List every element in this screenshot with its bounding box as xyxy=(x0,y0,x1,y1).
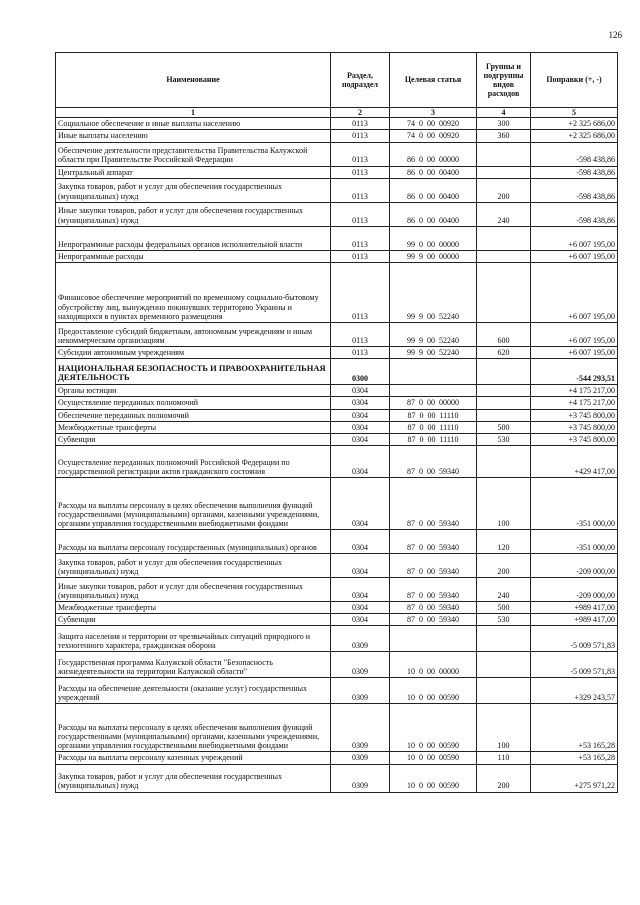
row-target-cell xyxy=(390,359,477,385)
row-section-cell: 0304 xyxy=(331,446,390,478)
row-target-cell: 87 0 00 59340 xyxy=(390,530,477,554)
row-name-cell: Органы юстиции xyxy=(56,385,331,397)
table-row xyxy=(56,359,618,385)
row-group-cell: 200 xyxy=(477,554,531,578)
row-section-cell: 0304 xyxy=(331,433,390,445)
row-name-cell: Межбюджетные трансферты xyxy=(56,602,331,614)
row-group-cell xyxy=(477,226,531,250)
row-amount-cell: -598 438,86 xyxy=(531,142,618,166)
table-row xyxy=(56,262,618,322)
column-number: 4 xyxy=(477,108,531,118)
row-target-cell: 10 0 00 00590 xyxy=(390,704,477,752)
row-target-cell: 10 0 00 00590 xyxy=(390,764,477,792)
table-row xyxy=(56,346,618,358)
column-numbers-row xyxy=(56,108,618,118)
table-row xyxy=(56,764,618,792)
row-amount-cell: -209 000,00 xyxy=(531,578,618,602)
row-group-cell xyxy=(477,142,531,166)
row-section-cell: 0304 xyxy=(331,397,390,409)
row-target-cell xyxy=(390,626,477,652)
row-group-cell: 240 xyxy=(477,578,531,602)
row-section-cell: 0113 xyxy=(331,202,390,226)
row-amount-cell: +4 175 217,00 xyxy=(531,397,618,409)
row-section-cell: 0304 xyxy=(331,478,390,530)
row-name-cell: Государственная программа Калужской области "Безопасность жизнедеятельности на территории Калужской области" xyxy=(56,652,331,678)
row-section-cell: 0304 xyxy=(331,614,390,626)
row-section-cell: 0304 xyxy=(331,602,390,614)
column-number: 5 xyxy=(531,108,618,118)
row-amount-cell: +6 007 195,00 xyxy=(531,250,618,262)
row-amount-cell: -5 009 571,83 xyxy=(531,626,618,652)
row-amount-cell: +2 325 686,00 xyxy=(531,118,618,130)
row-section-cell: 0304 xyxy=(331,530,390,554)
table-row xyxy=(56,421,618,433)
row-target-cell: 87 0 00 59340 xyxy=(390,446,477,478)
row-amount-cell: +6 007 195,00 xyxy=(531,322,618,346)
table-row xyxy=(56,626,618,652)
row-group-cell xyxy=(477,359,531,385)
row-target-cell: 87 0 00 59340 xyxy=(390,614,477,626)
row-target-cell: 10 0 00 00000 xyxy=(390,652,477,678)
row-group-cell: 110 xyxy=(477,752,531,764)
row-section-cell: 0113 xyxy=(331,250,390,262)
row-name-cell: Защита населения и территории от чрезвычайных ситуаций природного и техногенного характера, гражданская оборона xyxy=(56,626,331,652)
row-section-cell: 0309 xyxy=(331,678,390,704)
row-name-cell: Непрограммные расходы xyxy=(56,250,331,262)
row-name-cell: Закупка товаров, работ и услуг для обеспечения государственных (муниципальных) нужд xyxy=(56,554,331,578)
row-amount-cell: +275 971,22 xyxy=(531,764,618,792)
budget-amendments-table xyxy=(55,52,618,793)
row-section-cell: 0304 xyxy=(331,385,390,397)
column-number: 1 xyxy=(56,108,331,118)
row-target-cell xyxy=(390,385,477,397)
header-amendments: Поправки (+, -) xyxy=(531,53,618,108)
table-row xyxy=(56,578,618,602)
table-row xyxy=(56,166,618,178)
table-row xyxy=(56,250,618,262)
row-name-cell: Осуществление переданных полномочий Российской Федерации по государственной регистрации актов гражданского состояния xyxy=(56,446,331,478)
row-group-cell xyxy=(477,652,531,678)
row-target-cell: 10 0 00 00590 xyxy=(390,678,477,704)
table-row xyxy=(56,478,618,530)
row-section-cell: 0304 xyxy=(331,578,390,602)
table-row xyxy=(56,530,618,554)
table-row xyxy=(56,409,618,421)
row-amount-cell: +3 745 800,00 xyxy=(531,421,618,433)
table-body xyxy=(56,118,618,792)
row-group-cell: 530 xyxy=(477,614,531,626)
table-row xyxy=(56,142,618,166)
row-target-cell: 87 0 00 59340 xyxy=(390,578,477,602)
header-name: Наименование xyxy=(56,53,331,108)
row-name-cell: Обеспечение деятельности представительства Правительства Калужской области при Правительстве Российской Федерации xyxy=(56,142,331,166)
row-amount-cell: -351 000,00 xyxy=(531,478,618,530)
row-name-cell: Обеспечение переданных полномочий xyxy=(56,409,331,421)
row-amount-cell: +989 417,00 xyxy=(531,614,618,626)
row-target-cell: 87 0 00 11110 xyxy=(390,409,477,421)
table-row xyxy=(56,678,618,704)
row-target-cell: 87 0 00 11110 xyxy=(390,421,477,433)
row-group-cell xyxy=(477,166,531,178)
table-row xyxy=(56,704,618,752)
row-section-cell: 0113 xyxy=(331,346,390,358)
row-target-cell: 86 0 00 00400 xyxy=(390,166,477,178)
row-name-cell: Социальное обеспечение и иные выплаты населению xyxy=(56,118,331,130)
row-section-cell: 0309 xyxy=(331,704,390,752)
column-number: 3 xyxy=(390,108,477,118)
row-group-cell xyxy=(477,397,531,409)
row-target-cell: 74 0 00 00920 xyxy=(390,130,477,142)
column-number: 2 xyxy=(331,108,390,118)
row-group-cell: 240 xyxy=(477,202,531,226)
row-name-cell: Расходы на выплаты персоналу в целях обеспечения выполнения функций государственными (муниципальными) органами, казенными учреждениями, органами управления государственными внебюджетными фондами xyxy=(56,704,331,752)
row-target-cell: 99 9 00 52240 xyxy=(390,346,477,358)
row-group-cell: 620 xyxy=(477,346,531,358)
row-group-cell xyxy=(477,262,531,322)
row-name-cell: Расходы на выплаты персоналу в целях обеспечения выполнения функций государственными (муниципальными) органами, казенными учреждениями, органами управления государственными внебюджетными фондами xyxy=(56,478,331,530)
row-amount-cell: +53 165,28 xyxy=(531,704,618,752)
row-amount-cell: -544 293,51 xyxy=(531,359,618,385)
table-row xyxy=(56,433,618,445)
row-amount-cell: +429 417,00 xyxy=(531,446,618,478)
row-amount-cell: -351 000,00 xyxy=(531,530,618,554)
row-target-cell: 99 0 00 00000 xyxy=(390,226,477,250)
row-name-cell: Межбюджетные трансферты xyxy=(56,421,331,433)
row-section-cell: 0113 xyxy=(331,118,390,130)
row-target-cell: 99 9 00 00000 xyxy=(390,250,477,262)
row-section-cell: 0304 xyxy=(331,421,390,433)
row-amount-cell: +6 007 195,00 xyxy=(531,226,618,250)
table-row xyxy=(56,322,618,346)
row-name-cell: НАЦИОНАЛЬНАЯ БЕЗОПАСНОСТЬ И ПРАВООХРАНИТЕЛЬНАЯ ДЕЯТЕЛЬНОСТЬ xyxy=(56,359,331,385)
row-target-cell: 99 9 00 52240 xyxy=(390,262,477,322)
row-amount-cell: +989 417,00 xyxy=(531,602,618,614)
row-group-cell: 300 xyxy=(477,118,531,130)
table-row xyxy=(56,554,618,578)
row-name-cell: Расходы на обеспечение деятельности (оказание услуг) государственных учреждений xyxy=(56,678,331,704)
row-target-cell: 87 0 00 00000 xyxy=(390,397,477,409)
row-group-cell xyxy=(477,385,531,397)
row-target-cell: 99 9 00 52240 xyxy=(390,322,477,346)
table-row xyxy=(56,130,618,142)
row-amount-cell: -209 000,00 xyxy=(531,554,618,578)
row-section-cell: 0300 xyxy=(331,359,390,385)
row-name-cell: Непрограммные расходы федеральных органов исполнительной власти xyxy=(56,226,331,250)
row-target-cell: 86 0 00 00400 xyxy=(390,202,477,226)
table-row xyxy=(56,652,618,678)
row-name-cell: Осуществление переданных полномочий xyxy=(56,397,331,409)
row-name-cell: Расходы на выплаты персоналу казенных учреждений xyxy=(56,752,331,764)
row-name-cell: Центральный аппарат xyxy=(56,166,331,178)
row-group-cell: 500 xyxy=(477,602,531,614)
row-amount-cell: +3 745 800,00 xyxy=(531,409,618,421)
row-name-cell: Финансовое обеспечение мероприятий по временному социально-бытовому обустройству лиц, вынужденно покинувших территорию Украины и находящихся в пунктах временного размещения xyxy=(56,262,331,322)
row-target-cell: 87 0 00 59340 xyxy=(390,602,477,614)
row-group-cell xyxy=(477,409,531,421)
row-amount-cell: +329 243,57 xyxy=(531,678,618,704)
row-section-cell: 0113 xyxy=(331,262,390,322)
table-row xyxy=(56,752,618,764)
row-amount-cell: +2 325 686,00 xyxy=(531,130,618,142)
table-row xyxy=(56,614,618,626)
header-groups: Группы и подгруппы видов расходов xyxy=(477,53,531,108)
row-group-cell: 200 xyxy=(477,178,531,202)
row-amount-cell: +53 165,28 xyxy=(531,752,618,764)
table-row xyxy=(56,202,618,226)
row-group-cell: 360 xyxy=(477,130,531,142)
row-target-cell: 87 0 00 11110 xyxy=(390,433,477,445)
row-amount-cell: +6 007 195,00 xyxy=(531,262,618,322)
row-name-cell: Закупка товаров, работ и услуг для обеспечения государственных (муниципальных) нужд xyxy=(56,178,331,202)
table-row xyxy=(56,178,618,202)
row-name-cell: Субвенции xyxy=(56,614,331,626)
row-amount-cell: -598 438,86 xyxy=(531,178,618,202)
row-name-cell: Иные закупки товаров, работ и услуг для обеспечения государственных (муниципальных) нужд xyxy=(56,578,331,602)
row-section-cell: 0304 xyxy=(331,554,390,578)
row-section-cell: 0309 xyxy=(331,626,390,652)
row-target-cell: 86 0 00 00400 xyxy=(390,178,477,202)
row-amount-cell: +6 007 195,00 xyxy=(531,346,618,358)
row-target-cell: 74 0 00 00920 xyxy=(390,118,477,130)
row-amount-cell: +3 745 800,00 xyxy=(531,433,618,445)
row-section-cell: 0113 xyxy=(331,178,390,202)
table-row xyxy=(56,118,618,130)
row-amount-cell: -598 438,86 xyxy=(531,166,618,178)
row-group-cell: 530 xyxy=(477,433,531,445)
table-row xyxy=(56,397,618,409)
row-name-cell: Иные выплаты населению xyxy=(56,130,331,142)
row-section-cell: 0304 xyxy=(331,409,390,421)
table-row xyxy=(56,226,618,250)
header-section: Раздел, подраздел xyxy=(331,53,390,108)
row-amount-cell: +4 175 217,00 xyxy=(531,385,618,397)
row-amount-cell: -598 438,86 xyxy=(531,202,618,226)
row-section-cell: 0113 xyxy=(331,226,390,250)
row-name-cell: Предоставление субсидий бюджетным, автономным учреждениям и иным некоммерческим организациям xyxy=(56,322,331,346)
row-name-cell: Расходы на выплаты персоналу государственных (муниципальных) органов xyxy=(56,530,331,554)
row-name-cell: Закупка товаров, работ и услуг для обеспечения государственных (муниципальных) нужд xyxy=(56,764,331,792)
row-group-cell: 100 xyxy=(477,704,531,752)
page-number: 126 xyxy=(608,30,622,40)
row-section-cell: 0309 xyxy=(331,764,390,792)
row-section-cell: 0309 xyxy=(331,752,390,764)
row-group-cell xyxy=(477,250,531,262)
row-name-cell: Субсидии автономным учреждениям xyxy=(56,346,331,358)
row-target-cell: 86 0 00 00000 xyxy=(390,142,477,166)
table-row xyxy=(56,385,618,397)
row-group-cell: 600 xyxy=(477,322,531,346)
row-group-cell: 100 xyxy=(477,478,531,530)
row-section-cell: 0113 xyxy=(331,130,390,142)
row-section-cell: 0113 xyxy=(331,142,390,166)
row-name-cell: Иные закупки товаров, работ и услуг для обеспечения государственных (муниципальных) нужд xyxy=(56,202,331,226)
row-target-cell: 87 0 00 59340 xyxy=(390,478,477,530)
row-group-cell xyxy=(477,678,531,704)
row-amount-cell: -5 009 571,83 xyxy=(531,652,618,678)
row-group-cell: 500 xyxy=(477,421,531,433)
table-header-row xyxy=(56,53,618,108)
row-section-cell: 0309 xyxy=(331,652,390,678)
row-target-cell: 10 0 00 00590 xyxy=(390,752,477,764)
row-name-cell: Субвенции xyxy=(56,433,331,445)
row-section-cell: 0113 xyxy=(331,322,390,346)
row-section-cell: 0113 xyxy=(331,166,390,178)
table-row xyxy=(56,602,618,614)
row-target-cell: 87 0 00 59340 xyxy=(390,554,477,578)
row-group-cell xyxy=(477,446,531,478)
header-target: Целевая статья xyxy=(390,53,477,108)
row-group-cell xyxy=(477,626,531,652)
row-group-cell: 200 xyxy=(477,764,531,792)
row-group-cell: 120 xyxy=(477,530,531,554)
table-row xyxy=(56,446,618,478)
